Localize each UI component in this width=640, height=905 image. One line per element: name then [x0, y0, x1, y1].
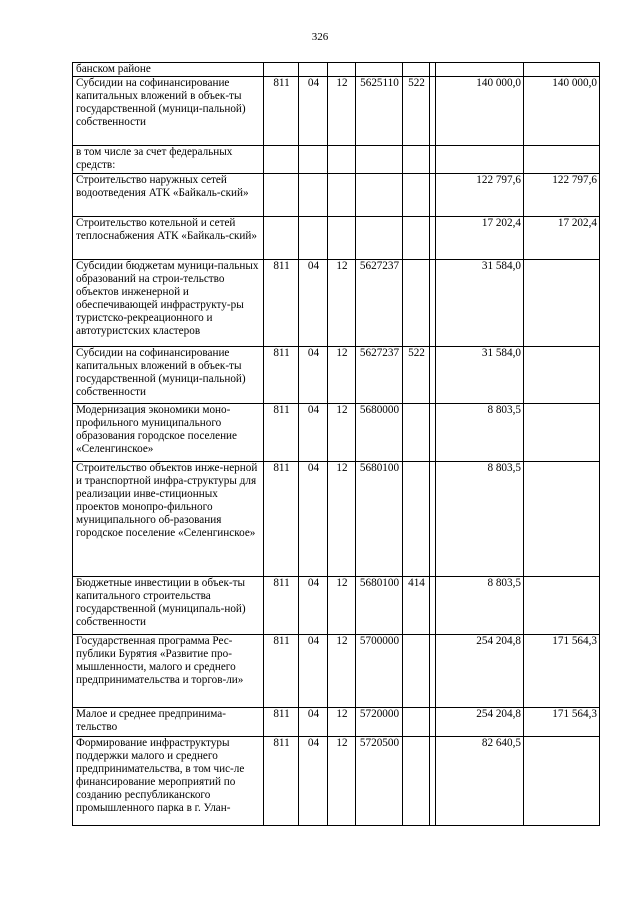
row-section-code: 04	[299, 577, 328, 635]
row-target-code: 5680100	[356, 462, 403, 577]
row-sum-year2	[524, 462, 600, 577]
row-sum-year1: 140 000,0	[436, 77, 524, 146]
row-expense-type-code: 522	[403, 347, 430, 404]
row-target-code: 5720500	[356, 737, 403, 826]
row-section-code	[299, 217, 328, 260]
row-sum-year1: 254 204,8	[436, 708, 524, 737]
row-sum-year2	[524, 404, 600, 462]
row-sum-year1: 8 803,5	[436, 404, 524, 462]
row-sum-year1: 31 584,0	[436, 347, 524, 404]
row-section-code: 04	[299, 462, 328, 577]
row-sum-year2	[524, 260, 600, 347]
row-name: в том числе за счет федеральных средств:	[73, 146, 264, 174]
table-row	[73, 347, 600, 404]
row-section-code	[299, 146, 328, 174]
budget-table	[72, 62, 600, 826]
row-gv-code: 811	[264, 462, 299, 577]
row-gv-code: 811	[264, 577, 299, 635]
row-gv-code: 811	[264, 737, 299, 826]
row-section-code: 04	[299, 635, 328, 708]
row-subsection-code: 12	[328, 260, 356, 347]
row-name: банском районе	[73, 63, 264, 77]
row-target-code: 5680100	[356, 577, 403, 635]
table-row	[73, 635, 600, 708]
row-gv-code: 811	[264, 347, 299, 404]
row-target-code	[356, 63, 403, 77]
row-expense-type-code	[403, 462, 430, 577]
row-subsection-code	[328, 63, 356, 77]
row-name: Строительство котельной и сетей теплоснабжения АТК «Байкаль-ский»	[73, 217, 264, 260]
row-gv-code: 811	[264, 77, 299, 146]
row-subsection-code: 12	[328, 708, 356, 737]
row-gv-code	[264, 63, 299, 77]
row-target-code: 5625110	[356, 77, 403, 146]
row-name: Субсидии бюджетам муници-пальных образований на строи-тельство объектов инженерной и обеспечивающей инфраструкту-ры туристско-рекреационного и автотуристских кластеров	[73, 260, 264, 347]
table-row	[73, 77, 600, 146]
row-subsection-code: 12	[328, 347, 356, 404]
row-target-code	[356, 174, 403, 217]
row-sum-year2: 122 797,6	[524, 174, 600, 217]
row-subsection-code	[328, 146, 356, 174]
row-expense-type-code	[403, 404, 430, 462]
table-row	[73, 146, 600, 174]
table-row	[73, 737, 600, 826]
row-sum-year1	[436, 146, 524, 174]
row-sum-year2	[524, 737, 600, 826]
row-name: Бюджетные инвестиции в объек-ты капитального строительства государственной (муниципаль-ной) собственности	[73, 577, 264, 635]
row-expense-type-code	[403, 146, 430, 174]
row-section-code	[299, 63, 328, 77]
row-sum-year2: 140 000,0	[524, 77, 600, 146]
row-expense-type-code	[403, 217, 430, 260]
row-sum-year1: 82 640,5	[436, 737, 524, 826]
row-gv-code: 811	[264, 260, 299, 347]
row-section-code: 04	[299, 260, 328, 347]
row-target-code: 5720000	[356, 708, 403, 737]
table-row	[73, 217, 600, 260]
row-sum-year2: 17 202,4	[524, 217, 600, 260]
row-subsection-code: 12	[328, 462, 356, 577]
row-name: Строительство наружных сетей водоотведения АТК «Байкаль-ский»	[73, 174, 264, 217]
row-sum-year1: 254 204,8	[436, 635, 524, 708]
row-sum-year1: 31 584,0	[436, 260, 524, 347]
row-expense-type-code	[403, 635, 430, 708]
row-subsection-code: 12	[328, 77, 356, 146]
row-section-code: 04	[299, 77, 328, 146]
table-row	[73, 260, 600, 347]
row-target-code: 5627237	[356, 260, 403, 347]
row-subsection-code	[328, 217, 356, 260]
page-number: 326	[311, 31, 329, 43]
row-subsection-code: 12	[328, 577, 356, 635]
row-target-code: 5680000	[356, 404, 403, 462]
table-row	[73, 404, 600, 462]
row-section-code: 04	[299, 347, 328, 404]
row-name: Строительство объектов инже-нерной и транспортной инфра-структуры для реализации инве-стиционных проектов монопро-фильного муниципального об-разования городское поселение «Селенгинское»	[73, 462, 264, 577]
row-sum-year1: 122 797,6	[436, 174, 524, 217]
row-name: Субсидии на софинансирование капитальных вложений в объек-ты государственной (муници-пальной) собственности	[73, 347, 264, 404]
row-gv-code	[264, 217, 299, 260]
row-section-code: 04	[299, 737, 328, 826]
row-expense-type-code	[403, 260, 430, 347]
row-expense-type-code	[403, 737, 430, 826]
row-gv-code	[264, 146, 299, 174]
row-name: Малое и среднее предпринима-тельство	[73, 708, 264, 737]
table-body	[73, 63, 600, 826]
row-gv-code	[264, 174, 299, 217]
row-section-code: 04	[299, 708, 328, 737]
row-sum-year2	[524, 146, 600, 174]
row-sum-year1: 8 803,5	[436, 462, 524, 577]
row-name: Государственная программа Рес-публики Бурятия «Развитие про-мышленности, малого и среднего предпринимательства и торгов-ли»	[73, 635, 264, 708]
row-gv-code: 811	[264, 404, 299, 462]
row-expense-type-code: 522	[403, 77, 430, 146]
row-expense-type-code	[403, 708, 430, 737]
row-section-code	[299, 174, 328, 217]
row-section-code: 04	[299, 404, 328, 462]
row-target-code: 5627237	[356, 347, 403, 404]
row-subsection-code: 12	[328, 635, 356, 708]
row-sum-year2	[524, 347, 600, 404]
row-expense-type-code: 414	[403, 577, 430, 635]
row-subsection-code: 12	[328, 737, 356, 826]
row-sum-year2: 171 564,3	[524, 708, 600, 737]
row-target-code	[356, 146, 403, 174]
table-row	[73, 174, 600, 217]
table-row	[73, 708, 600, 737]
row-gv-code: 811	[264, 635, 299, 708]
table-row	[73, 462, 600, 577]
row-name: Модернизация экономики моно-профильного муниципального образования городское поселение «Селенгинское»	[73, 404, 264, 462]
row-gv-code: 811	[264, 708, 299, 737]
row-sum-year2	[524, 63, 600, 77]
row-sum-year1	[436, 63, 524, 77]
row-sum-year2: 171 564,3	[524, 635, 600, 708]
row-expense-type-code	[403, 63, 430, 77]
row-sum-year2	[524, 577, 600, 635]
row-sum-year1: 8 803,5	[436, 577, 524, 635]
table-row	[73, 63, 600, 77]
row-subsection-code	[328, 174, 356, 217]
table-row	[73, 577, 600, 635]
row-subsection-code: 12	[328, 404, 356, 462]
row-sum-year1: 17 202,4	[436, 217, 524, 260]
row-name: Формирование инфраструктуры поддержки малого и среднего предпринимательства, в том чис-ле финансирование мероприятий по созданию республиканского промышленного парка в г. Улан-	[73, 737, 264, 826]
row-target-code: 5700000	[356, 635, 403, 708]
row-target-code	[356, 217, 403, 260]
row-name: Субсидии на софинансирование капитальных вложений в объек-ты государственной (муници-пальной) собственности	[73, 77, 264, 146]
row-expense-type-code	[403, 174, 430, 217]
